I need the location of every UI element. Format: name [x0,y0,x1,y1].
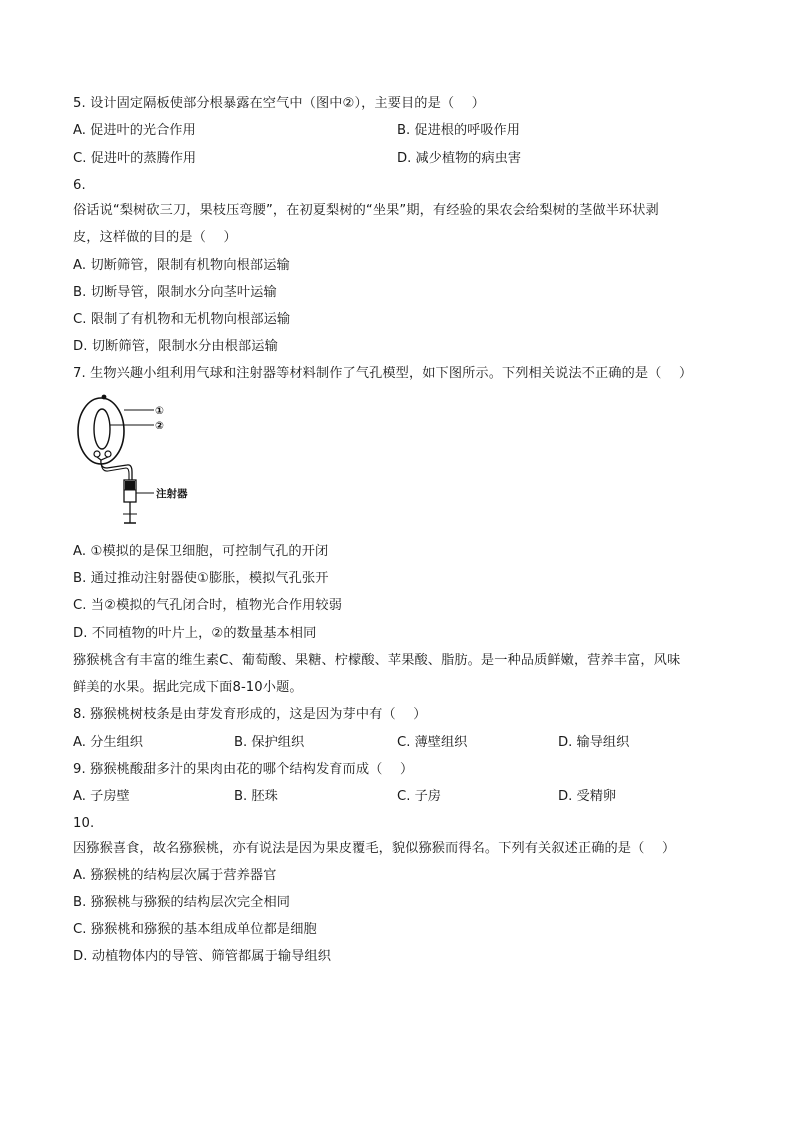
q9-option-a: A. 子房壁 [73,789,130,804]
q8-option-a: A. 分生组织 [73,735,143,750]
figure-label-1: ① [155,405,164,417]
left-connector [94,451,100,457]
q6-option-c: C. 限制了有机物和无机物向根部运输 [73,312,291,327]
q10-option-d: D. 动植物体内的导管、筛管都属于输导组织 [73,949,332,964]
q5-option-c: C. 促进叶的蒸腾作用 [73,151,197,166]
q7-option-a: A. ①模拟的是保卫细胞，可控制气孔的开闭 [73,544,329,559]
q9-option-d: D. 受精卵 [558,789,617,804]
q7-stem: 7. 生物兴趣小组利用气球和注射器等材料制作了气孔模型，如下图所示。下列相关说法不正确的是（ ） [73,366,693,381]
q6-option-b: B. 切断导管，限制水分向茎叶运输 [73,285,277,300]
q9-option-c: C. 子房 [397,789,441,804]
top-knot [102,395,107,400]
stoma-model-figure [72,392,212,532]
stoma-model-diagram [72,392,212,532]
q8-option-d: D. 输导组织 [558,735,630,750]
q6-stem-line1: 俗话说“梨树砍三刀，果枝压弯腰”，在初夏梨树的“坐果”期，有经验的果农会给梨树的茎做半环状剥 [73,203,659,218]
passage-line1: 猕猴桃含有丰富的维生素C、葡萄酸、果糖、柠檬酸、苹果酸、脂肪。是一种品质鲜嫩，营养丰富，风味 [73,653,681,668]
q5-option-a: A. 促进叶的光合作用 [73,123,196,138]
q10-option-a: A. 猕猴桃的结构层次属于营养器官 [73,868,277,883]
q5-stem: 5. 设计固定隔板使部分根暴露在空气中（图中②），主要目的是（ ） [73,96,486,111]
q5-option-d: D. 减少植物的病虫害 [397,151,522,166]
q8-option-c: C. 薄壁组织 [397,735,468,750]
q6-option-a: A. 切断筛管，限制有机物向根部运输 [73,258,290,273]
q7-option-d: D. 不同植物的叶片上，②的数量基本相同 [73,626,317,641]
figure-label-syringe: 注射器 [156,488,188,500]
inner-stoma [94,409,110,449]
q7-option-b: B. 通过推动注射器使①膨胀，模拟气孔张开 [73,571,329,586]
figure-label-2: ② [155,420,164,432]
q10-number: 10. [73,816,95,831]
q10-option-c: C. 猕猴桃和猕猴的基本组成单位都是细胞 [73,922,317,937]
q8-stem: 8. 猕猴桃树枝条是由芽发育形成的，这是因为芽中有（ ） [73,707,427,722]
q8-option-b: B. 保护组织 [234,735,305,750]
q6-number: 6. [73,178,86,193]
q10-stem: 因猕猴喜食，故名猕猴桃，亦有说法是因为果皮覆毛，貌似猕猴而得名。下列有关叙述正确的是（ ） [73,841,676,856]
q6-option-d: D. 切断筛管，限制水分由根部运输 [73,339,278,354]
q5-option-b: B. 促进根的呼吸作用 [397,123,520,138]
q9-stem: 9. 猕猴桃酸甜多汁的果肉由花的哪个结构发育而成（ ） [73,762,414,777]
q10-option-b: B. 猕猴桃与猕猴的结构层次完全相同 [73,895,291,910]
q9-option-b: B. 胚珠 [234,789,278,804]
q7-option-c: C. 当②模拟的气孔闭合时，植物光合作用较弱 [73,598,342,613]
right-connector [105,451,111,457]
outer-balloon [78,398,124,464]
q6-stem-line2: 皮，这样做的目的是（ ） [73,230,237,245]
passage-line2: 鲜美的水果。据此完成下面8-10小题。 [73,680,303,695]
